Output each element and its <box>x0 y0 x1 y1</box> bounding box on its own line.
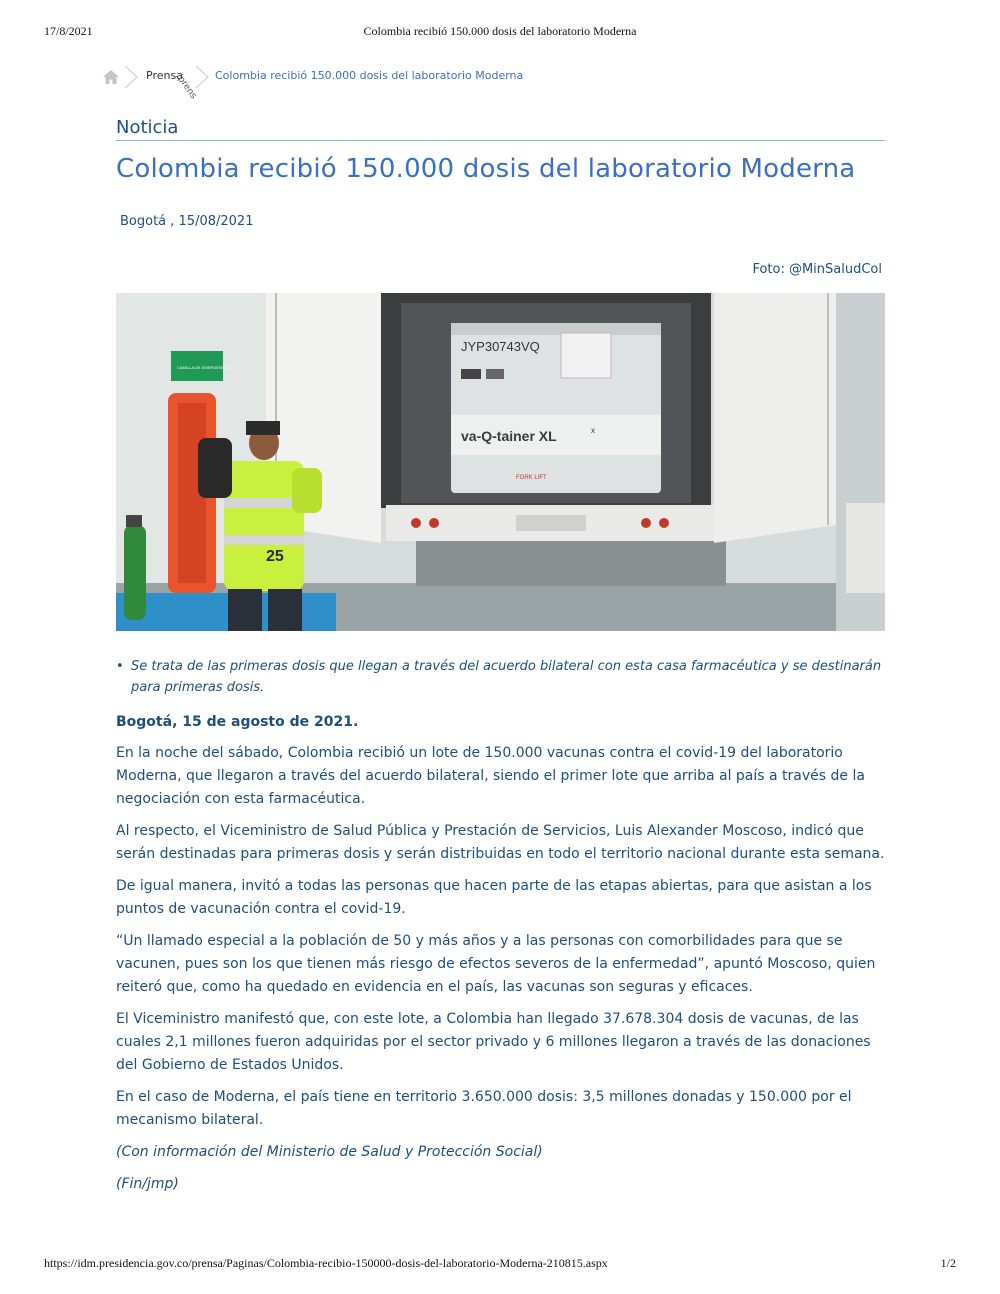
print-date: 17/8/2021 <box>44 24 93 38</box>
article-signoff: (Fin/jmp) <box>116 1176 179 1192</box>
breadcrumb-slug: /prens <box>173 72 199 101</box>
article-paragraph: El Viceministro manifestó que, con este lote, a Colombia han llegado 37.678.304 dosis de vacunas, de las cuales 2,1 millones fueron adquiridas por el sector privado y 6 millones llegaron a través de las donaciones del Gobierno de Estados Unidos. <box>116 1011 871 1073</box>
article-body <box>116 711 885 1205</box>
section-label: Noticia <box>116 117 885 141</box>
page-title: Colombia recibió 150.000 dosis del laboratorio Moderna <box>116 154 856 184</box>
article-lead: Bogotá, 15 de agosto de 2021. <box>116 714 359 730</box>
article-paragraph: “Un llamado especial a la población de 50 y más años y a las personas con comorbilidades para que se vacunen, pues son los que tienen más riesgo de efectos severos de la enfermedad”, apuntó Moscoso, quien reiteró que, como ha quedado en evidencia en el país, las vacunas son seguras y eficaces. <box>116 933 876 995</box>
breadcrumb-current: Colombia recibió 150.000 dosis del laboratorio Moderna <box>215 69 524 82</box>
home-icon[interactable] <box>102 69 120 85</box>
article-source: (Con información del Ministerio de Salud y Protección Social) <box>116 1144 543 1160</box>
container-code: JYP30743VQ <box>461 339 540 354</box>
breadcrumb-separator-icon <box>195 66 209 88</box>
photo-credit: Foto: @MinSaludCol <box>752 262 882 277</box>
dateline: Bogotá , 15/08/2021 <box>120 214 254 229</box>
article-paragraph: En el caso de Moderna, el país tiene en territorio 3.650.000 dosis: 3,5 millones donadas y 150.000 por el mecanismo bilateral. <box>116 1089 852 1128</box>
print-title: Colombia recibió 150.000 dosis del laboratorio Moderna <box>363 24 637 38</box>
summary-bullet: • Se trata de las primeras dosis que llegan a través del acuerdo bilateral con esta casa farmacéutica y se destinarán para primeras dosis. <box>131 656 900 698</box>
summary-bullets <box>116 656 900 698</box>
breadcrumb-prensa-link[interactable]: Prensa <box>146 69 183 82</box>
article-paragraph: De igual manera, invitó a todas las personas que hacen parte de las etapas abiertas, para que asistan a los puntos de vacunación contra el covid-19. <box>116 878 872 917</box>
emergency-sign-text: CAMILLA DE EMERGENCIA <box>177 365 229 370</box>
print-url: https://idm.presidencia.gov.co/prensa/Paginas/Colombia-recibio-150000-dosis-del-laboratorio-Moderna-210815.aspx <box>44 1256 608 1270</box>
vest-number: 25 <box>266 548 284 565</box>
breadcrumb-separator-icon <box>124 66 138 88</box>
print-footer <box>44 1256 956 1272</box>
article-photo <box>116 293 885 631</box>
page-number: 1/2 <box>940 1256 956 1270</box>
container-brand-superscript: x <box>591 426 595 435</box>
print-header <box>44 24 956 40</box>
container-brand: va-Q-tainer XL <box>461 428 557 444</box>
breadcrumb <box>102 66 902 101</box>
forklift-label: FORK LIFT <box>516 475 547 481</box>
article-paragraph: Al respecto, el Viceministro de Salud Pública y Prestación de Servicios, Luis Alexander Moscoso, indicó que serán destinadas para primeras dosis y serán distribuidas en todo el territorio nacional durante esta semana. <box>116 823 885 862</box>
article-paragraph: En la noche del sábado, Colombia recibió un lote de 150.000 vacunas contra el covid-19 del laboratorio Moderna, que llegaron a través del acuerdo bilateral, siendo el primer lote que arriba al país a través de la negociación con esta farmacéutica. <box>116 745 865 807</box>
